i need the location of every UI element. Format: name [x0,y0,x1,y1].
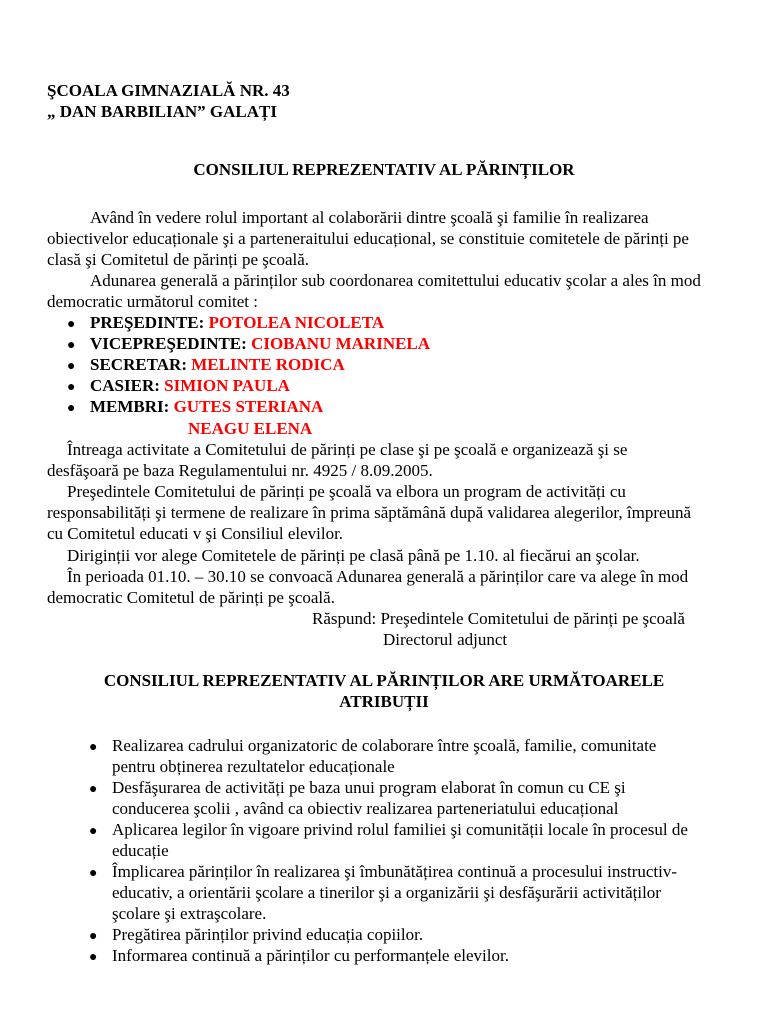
paragraph-line: clasă şi Comitetul de părinți pe şcoală. [47,250,310,269]
list-item-text: educativ, a orientării şcolare a tinerilor şi a organizării şi desfăşurării activităților [112,883,661,902]
list-item-text: Aplicarea legilor în vigoare privind rolul familiei şi comunității locale în procesul de [112,820,688,839]
paragraph-line: În perioada 01.10. – 30.10 se convoacă Adunarea generală a părinților care va alege în mod [67,567,689,586]
list-item-text: pentru obținerea rezultatelor educaționale [112,757,395,776]
list-item-text: Împlicarea părinților în realizarea şi îmbunătățirea continuă a procesului instructiv- [112,862,678,881]
role-label: SECRETAR: [90,355,187,374]
paragraph-line: Întreaga activitate a Comitetului de părinți pe clase şi pe şcoală e organizează şi se [67,440,628,459]
bullet-icon: ● [89,866,98,881]
bullet-icon: ● [89,950,98,965]
bullet-icon: ● [89,782,98,797]
paragraph-line: Diriginții vor alege Comitetele de părinți pe clasă până pe 1.10. al fiecărui an şcolar. [67,546,640,565]
paragraph-line: democratic Comitetul de părinți pe şcoală. [47,588,335,607]
list-item-text: Pregătirea părinților privind educația copiilor. [112,925,424,944]
paragraph-line: responsabilități şi termene de realizare în prima săptămână după validarea alegerilor, împreună [47,503,692,522]
role-label: PREŞEDINTE: [90,313,205,332]
bullet-icon: ● [67,401,76,416]
paragraph-line: Adunarea generală a părinților sub coordonarea comitettului educativ şcolar a ales în mod [90,271,701,290]
paragraph-line: democratic următorul comitet : [47,292,259,311]
bullet-icon: ● [89,929,98,944]
bullet-icon: ● [89,824,98,839]
role-label: CASIER: [90,376,160,395]
school-name-line1: ŞCOALA GIMNAZIALĂ NR. 43 [47,81,290,100]
paragraph-line: Având în vedere rolul important al colaborării dintre şcoală şi familie în realizarea [90,208,649,227]
member-name: SIMION PAULA [164,376,290,395]
paragraph-line: desfăşoară pe baza Regulamentului nr. 4925 / 8.09.2005. [47,461,433,480]
list-item-text: Desfăşurarea de activități pe baza unui program elaborat în comun cu CE şi [112,778,626,797]
member-name-extra: NEAGU ELENA [188,419,313,438]
bullet-icon: ● [67,338,76,353]
page-title: CONSILIUL REPREZENTATIV AL PĂRINȚILOR [193,160,575,179]
list-item-text: Realizarea cadrului organizatoric de colaborare între şcoală, familie, comunitate [112,736,657,755]
paragraph-line: obiectivelor educaționale şi a parteneraitului educațional, se constituie comitetele de părinți pe [47,229,689,248]
role-label: VICEPREŞEDINTE: [90,334,247,353]
list-item-text: conducerea şcolii , având ca obiectiv realizarea parteneriatului educațional [112,799,619,818]
bullet-icon: ● [67,380,76,395]
paragraph-line: cu Comitetul educati v şi Consiliul elevilor. [47,524,344,543]
responsible-line: Răspund: Preşedintele Comitetului de părinți pe şcoală [312,609,685,628]
member-name: MELINTE RODICA [191,355,345,374]
member-name: POTOLEA NICOLETA [208,313,385,332]
responsible-line: Directorul adjunct [383,630,508,649]
section-title: CONSILIUL REPREZENTATIV AL PĂRINȚILOR ARE URMĂTOARELE [103,671,665,690]
role-label: MEMBRI: [90,397,170,416]
bullet-icon: ● [89,740,98,755]
paragraph-line: Preşedintele Comitetului de părinți pe şcoală va elbora un program de activități cu [67,482,626,501]
section-title: ATRIBUȚII [339,692,429,711]
list-item-text: Informarea continuă a părinților cu performanțele elevilor. [112,946,509,965]
school-name-line2: „ DAN BARBILIAN” GALAȚI [47,102,278,121]
member-name: CIOBANU MARINELA [251,334,431,353]
list-item-text: şcolare şi extraşcolare. [112,904,267,923]
list-item-text: educație [112,841,169,860]
member-name: GUTES STERIANA [173,397,324,416]
bullet-icon: ● [67,359,76,374]
bullet-icon: ● [67,317,76,332]
